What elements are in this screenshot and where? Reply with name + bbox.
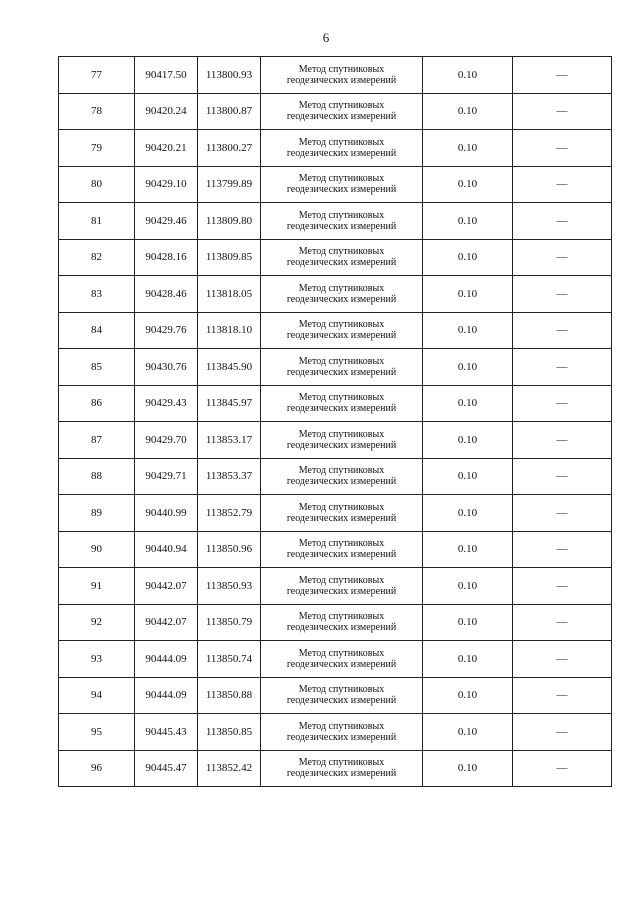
point-number-cell: [59, 239, 135, 276]
accuracy-cell: [423, 276, 513, 313]
description-cell: [513, 604, 612, 641]
table-row: [59, 312, 612, 349]
method-cell: [261, 312, 423, 349]
y-coordinate: 113845.90: [205, 360, 253, 373]
method-line-2: геодезических измерений: [286, 257, 397, 269]
y-coordinate: 113799.89: [205, 178, 253, 191]
x-coordinate-cell: [135, 385, 198, 422]
method-cell: [261, 531, 423, 568]
accuracy-value: 0.10: [457, 543, 478, 556]
y-coordinate: 113853.17: [205, 433, 253, 446]
description-dash: —: [556, 543, 568, 556]
y-coordinate: 113850.85: [205, 725, 253, 738]
y-coordinate: 113850.96: [205, 543, 253, 556]
method-cell: [261, 276, 423, 313]
x-coordinate-cell: [135, 203, 198, 240]
x-coordinate-cell: [135, 495, 198, 532]
accuracy-cell: [423, 714, 513, 751]
description-cell: [513, 203, 612, 240]
x-coordinate-cell: [135, 677, 198, 714]
description-dash: —: [556, 762, 568, 775]
point-number: 92: [91, 616, 102, 629]
x-coordinate-cell: [135, 276, 198, 313]
method-line-1: Метод спутниковых: [298, 611, 385, 623]
accuracy-cell: [423, 568, 513, 605]
accuracy-value: 0.10: [457, 579, 478, 592]
method-cell: [261, 422, 423, 459]
point-number-cell: [59, 93, 135, 130]
accuracy-cell: [423, 57, 513, 94]
point-number: 77: [91, 68, 102, 81]
description-cell: [513, 641, 612, 678]
accuracy-cell: [423, 385, 513, 422]
y-coordinate: 113818.05: [205, 287, 253, 300]
accuracy-value: 0.10: [457, 616, 478, 629]
description-cell: [513, 130, 612, 167]
method-line-2: геодезических измерений: [286, 512, 397, 524]
y-coordinate: 113800.27: [205, 141, 253, 154]
description-cell: [513, 677, 612, 714]
method-line-1: Метод спутниковых: [298, 319, 385, 331]
x-coordinate-cell: [135, 130, 198, 167]
accuracy-cell: [423, 458, 513, 495]
x-coordinate: 90440.94: [145, 543, 187, 556]
x-coordinate: 90429.76: [145, 324, 187, 337]
method-cell: [261, 677, 423, 714]
method-line-1: Метод спутниковых: [298, 246, 385, 258]
description-dash: —: [556, 506, 568, 519]
description-dash: —: [556, 360, 568, 373]
accuracy-cell: [423, 641, 513, 678]
x-coordinate: 90430.76: [145, 360, 187, 373]
accuracy-value: 0.10: [457, 141, 478, 154]
point-number: 93: [91, 652, 102, 665]
x-coordinate: 90420.21: [145, 141, 187, 154]
table-row: [59, 385, 612, 422]
method-line-1: Метод спутниковых: [298, 282, 385, 294]
x-coordinate: 90444.09: [145, 652, 187, 665]
table-row: [59, 677, 612, 714]
accuracy-value: 0.10: [457, 433, 478, 446]
x-coordinate: 90440.99: [145, 506, 187, 519]
point-number-cell: [59, 57, 135, 94]
accuracy-value: 0.10: [457, 397, 478, 410]
point-number: 95: [91, 725, 102, 738]
method-line-2: геодезических измерений: [286, 476, 397, 488]
method-cell: [261, 458, 423, 495]
table-row: [59, 458, 612, 495]
table-row: [59, 130, 612, 167]
description-dash: —: [556, 433, 568, 446]
point-number: 83: [91, 287, 102, 300]
x-coordinate-cell: [135, 93, 198, 130]
point-number: 81: [91, 214, 102, 227]
point-number-cell: [59, 166, 135, 203]
description-dash: —: [556, 689, 568, 702]
y-coordinate: 113809.80: [205, 214, 253, 227]
method-line-2: геодезических измерений: [286, 111, 397, 123]
point-number-cell: [59, 750, 135, 787]
point-number: 84: [91, 324, 102, 337]
point-number-cell: [59, 130, 135, 167]
x-coordinate: 90429.43: [145, 397, 187, 410]
method-line-1: Метод спутниковых: [298, 100, 385, 112]
point-number-cell: [59, 349, 135, 386]
accuracy-cell: [423, 166, 513, 203]
y-coordinate-cell: [198, 641, 261, 678]
y-coordinate: 113853.37: [205, 470, 253, 483]
accuracy-cell: [423, 422, 513, 459]
method-line-1: Метод спутниковых: [298, 355, 385, 367]
y-coordinate-cell: [198, 750, 261, 787]
x-coordinate: 90428.16: [145, 251, 187, 264]
description-dash: —: [556, 652, 568, 665]
x-coordinate-cell: [135, 531, 198, 568]
x-coordinate-cell: [135, 422, 198, 459]
method-cell: [261, 495, 423, 532]
accuracy-cell: [423, 130, 513, 167]
table-row: [59, 166, 612, 203]
method-line-2: геодезических измерений: [286, 658, 397, 670]
description-dash: —: [556, 725, 568, 738]
y-coordinate-cell: [198, 385, 261, 422]
point-number: 88: [91, 470, 102, 483]
point-number: 80: [91, 178, 102, 191]
description-cell: [513, 57, 612, 94]
description-cell: [513, 166, 612, 203]
y-coordinate: 113818.10: [205, 324, 253, 337]
x-coordinate-cell: [135, 166, 198, 203]
method-cell: [261, 714, 423, 751]
method-line-1: Метод спутниковых: [298, 209, 385, 221]
description-dash: —: [556, 470, 568, 483]
x-coordinate: 90429.46: [145, 214, 187, 227]
x-coordinate: 90417.50: [145, 68, 187, 81]
table-row: [59, 57, 612, 94]
x-coordinate: 90442.07: [145, 579, 187, 592]
y-coordinate-cell: [198, 422, 261, 459]
x-coordinate: 90444.09: [145, 689, 187, 702]
accuracy-value: 0.10: [457, 470, 478, 483]
point-number-cell: [59, 531, 135, 568]
point-number-cell: [59, 385, 135, 422]
y-coordinate: 113852.42: [205, 762, 253, 775]
method-line-1: Метод спутниковых: [298, 173, 385, 185]
description-cell: [513, 422, 612, 459]
description-dash: —: [556, 324, 568, 337]
accuracy-cell: [423, 495, 513, 532]
method-line-1: Метод спутниковых: [298, 720, 385, 732]
method-line-2: геодезических измерений: [286, 731, 397, 743]
y-coordinate: 113850.74: [205, 652, 253, 665]
x-coordinate-cell: [135, 714, 198, 751]
method-cell: [261, 57, 423, 94]
accuracy-cell: [423, 677, 513, 714]
x-coordinate: 90420.24: [145, 105, 187, 118]
accuracy-value: 0.10: [457, 178, 478, 191]
point-number-cell: [59, 422, 135, 459]
point-number-cell: [59, 641, 135, 678]
point-number: 79: [91, 141, 102, 154]
page-number: 6: [322, 30, 330, 45]
x-coordinate-cell: [135, 750, 198, 787]
description-cell: [513, 568, 612, 605]
point-number: 94: [91, 689, 102, 702]
table-row: [59, 239, 612, 276]
description-cell: [513, 531, 612, 568]
table-row: [59, 604, 612, 641]
table-row: [59, 641, 612, 678]
y-coordinate-cell: [198, 458, 261, 495]
description-dash: —: [556, 141, 568, 154]
method-line-2: геодезических измерений: [286, 768, 397, 780]
x-coordinate-cell: [135, 604, 198, 641]
description-cell: [513, 714, 612, 751]
table-row: [59, 531, 612, 568]
method-line-2: геодезических измерений: [286, 622, 397, 634]
table-row: [59, 750, 612, 787]
y-coordinate-cell: [198, 93, 261, 130]
table-body: [59, 57, 612, 787]
accuracy-value: 0.10: [457, 251, 478, 264]
description-cell: [513, 750, 612, 787]
description-dash: —: [556, 616, 568, 629]
method-line-1: Метод спутниковых: [298, 136, 385, 148]
accuracy-value: 0.10: [457, 360, 478, 373]
point-number: 86: [91, 397, 102, 410]
method-line-2: геодезических измерений: [286, 403, 397, 415]
method-cell: [261, 239, 423, 276]
x-coordinate-cell: [135, 312, 198, 349]
y-coordinate: 113845.97: [205, 397, 253, 410]
y-coordinate-cell: [198, 130, 261, 167]
description-dash: —: [556, 397, 568, 410]
y-coordinate-cell: [198, 239, 261, 276]
accuracy-cell: [423, 239, 513, 276]
x-coordinate: 90445.47: [145, 762, 187, 775]
method-line-1: Метод спутниковых: [298, 501, 385, 513]
coordinates-table: [58, 56, 612, 787]
description-cell: [513, 312, 612, 349]
point-number-cell: [59, 312, 135, 349]
y-coordinate: 113800.93: [205, 68, 253, 81]
description-cell: [513, 276, 612, 313]
table-row: [59, 495, 612, 532]
y-coordinate: 113809.85: [205, 251, 253, 264]
point-number: 91: [91, 579, 102, 592]
accuracy-value: 0.10: [457, 506, 478, 519]
table-row: [59, 568, 612, 605]
table-row: [59, 203, 612, 240]
description-cell: [513, 239, 612, 276]
method-cell: [261, 604, 423, 641]
table-row: [59, 93, 612, 130]
point-number: 90: [91, 543, 102, 556]
x-coordinate-cell: [135, 349, 198, 386]
method-line-1: Метод спутниковых: [298, 574, 385, 586]
accuracy-cell: [423, 93, 513, 130]
accuracy-value: 0.10: [457, 324, 478, 337]
method-cell: [261, 93, 423, 130]
method-line-1: Метод спутниковых: [298, 465, 385, 477]
description-dash: —: [556, 68, 568, 81]
point-number-cell: [59, 714, 135, 751]
method-line-2: геодезических измерений: [286, 220, 397, 232]
y-coordinate-cell: [198, 531, 261, 568]
accuracy-cell: [423, 312, 513, 349]
table-row: [59, 276, 612, 313]
y-coordinate-cell: [198, 276, 261, 313]
y-coordinate-cell: [198, 677, 261, 714]
accuracy-value: 0.10: [457, 105, 478, 118]
method-line-1: Метод спутниковых: [298, 757, 385, 769]
accuracy-cell: [423, 604, 513, 641]
point-number-cell: [59, 276, 135, 313]
point-number: 87: [91, 433, 102, 446]
x-coordinate: 90428.46: [145, 287, 187, 300]
y-coordinate-cell: [198, 604, 261, 641]
method-line-1: Метод спутниковых: [298, 392, 385, 404]
method-line-1: Метод спутниковых: [298, 647, 385, 659]
description-cell: [513, 495, 612, 532]
method-line-2: геодезических измерений: [286, 147, 397, 159]
method-line-2: геодезических измерений: [286, 366, 397, 378]
y-coordinate-cell: [198, 312, 261, 349]
accuracy-value: 0.10: [457, 689, 478, 702]
x-coordinate: 90429.70: [145, 433, 187, 446]
method-line-1: Метод спутниковых: [298, 63, 385, 75]
method-cell: [261, 641, 423, 678]
y-coordinate-cell: [198, 568, 261, 605]
method-cell: [261, 568, 423, 605]
description-dash: —: [556, 579, 568, 592]
accuracy-cell: [423, 531, 513, 568]
method-line-1: Метод спутниковых: [298, 538, 385, 550]
accuracy-value: 0.10: [457, 214, 478, 227]
table-row: [59, 714, 612, 751]
description-cell: [513, 349, 612, 386]
accuracy-cell: [423, 750, 513, 787]
method-cell: [261, 166, 423, 203]
point-number-cell: [59, 568, 135, 605]
method-line-2: геодезических измерений: [286, 695, 397, 707]
x-coordinate: 90445.43: [145, 725, 187, 738]
accuracy-cell: [423, 203, 513, 240]
accuracy-value: 0.10: [457, 68, 478, 81]
method-line-2: геодезических измерений: [286, 74, 397, 86]
y-coordinate: 113850.93: [205, 579, 253, 592]
accuracy-value: 0.10: [457, 762, 478, 775]
description-dash: —: [556, 214, 568, 227]
accuracy-value: 0.10: [457, 287, 478, 300]
description-cell: [513, 385, 612, 422]
y-coordinate: 113852.79: [205, 506, 253, 519]
method-line-2: геодезических измерений: [286, 585, 397, 597]
accuracy-value: 0.10: [457, 725, 478, 738]
x-coordinate: 90442.07: [145, 616, 187, 629]
y-coordinate-cell: [198, 166, 261, 203]
x-coordinate-cell: [135, 568, 198, 605]
point-number-cell: [59, 604, 135, 641]
description-cell: [513, 93, 612, 130]
y-coordinate-cell: [198, 495, 261, 532]
x-coordinate: 90429.71: [145, 470, 187, 483]
description-dash: —: [556, 178, 568, 191]
point-number: 78: [91, 105, 102, 118]
y-coordinate-cell: [198, 349, 261, 386]
y-coordinate: 113850.88: [205, 689, 253, 702]
x-coordinate-cell: [135, 641, 198, 678]
point-number-cell: [59, 677, 135, 714]
description-cell: [513, 458, 612, 495]
method-cell: [261, 385, 423, 422]
method-cell: [261, 349, 423, 386]
method-cell: [261, 203, 423, 240]
method-line-2: геодезических измерений: [286, 184, 397, 196]
x-coordinate-cell: [135, 239, 198, 276]
point-number-cell: [59, 203, 135, 240]
y-coordinate: 113800.87: [205, 105, 253, 118]
description-dash: —: [556, 287, 568, 300]
y-coordinate: 113850.79: [205, 616, 253, 629]
method-line-2: геодезических измерений: [286, 293, 397, 305]
x-coordinate-cell: [135, 57, 198, 94]
y-coordinate-cell: [198, 57, 261, 94]
point-number: 82: [91, 251, 102, 264]
method-line-2: геодезических измерений: [286, 330, 397, 342]
accuracy-cell: [423, 349, 513, 386]
x-coordinate-cell: [135, 458, 198, 495]
method-cell: [261, 130, 423, 167]
accuracy-value: 0.10: [457, 652, 478, 665]
x-coordinate: 90429.10: [145, 178, 187, 191]
description-dash: —: [556, 105, 568, 118]
y-coordinate-cell: [198, 714, 261, 751]
table-row: [59, 349, 612, 386]
method-line-1: Метод спутниковых: [298, 684, 385, 696]
table-row: [59, 422, 612, 459]
method-cell: [261, 750, 423, 787]
point-number-cell: [59, 458, 135, 495]
y-coordinate-cell: [198, 203, 261, 240]
point-number: 89: [91, 506, 102, 519]
method-line-2: геодезических измерений: [286, 439, 397, 451]
method-line-2: геодезических измерений: [286, 549, 397, 561]
description-dash: —: [556, 251, 568, 264]
point-number: 85: [91, 360, 102, 373]
method-line-1: Метод спутниковых: [298, 428, 385, 440]
point-number-cell: [59, 495, 135, 532]
point-number: 96: [91, 762, 102, 775]
